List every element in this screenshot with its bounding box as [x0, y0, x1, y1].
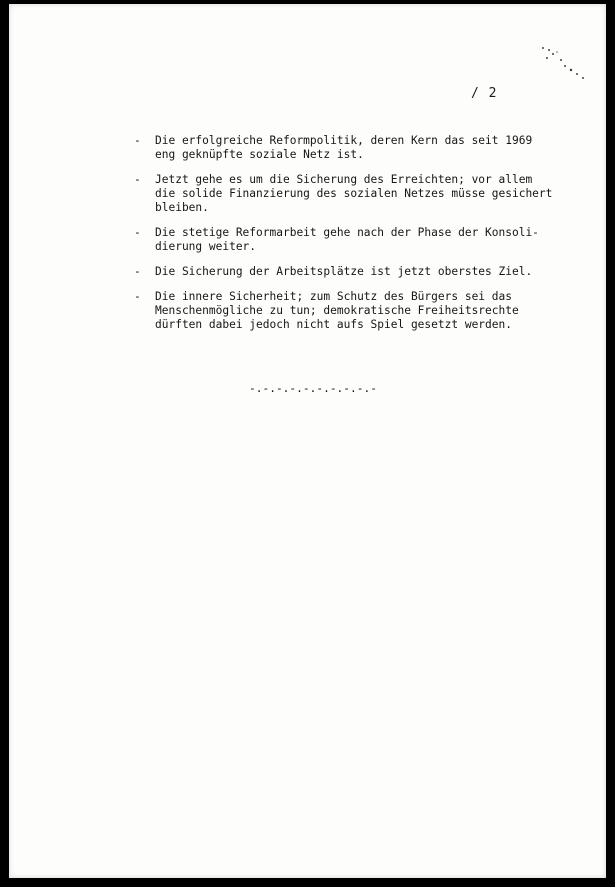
text-line: Die stetige Reformarbeit gehe nach der Phase der Konsoli-: [155, 226, 539, 239]
list-item: [134, 173, 584, 215]
bullet-dash: -: [134, 226, 141, 239]
text-line: dürften dabei jedoch nicht aufs Spiel gesetzt werden.: [155, 318, 512, 331]
bullet-dash: -: [134, 265, 141, 278]
text-line: Die innere Sicherheit; zum Schutz des Bürgers sei das: [155, 290, 512, 303]
document-page: [9, 4, 606, 878]
bullet-dash: -: [134, 290, 141, 303]
text-line: Menschenmögliche zu tun; demokratische Freiheitsrechte: [155, 304, 519, 317]
list-item: [134, 290, 584, 332]
text-line: dierung weiter.: [155, 240, 257, 253]
bullet-dash: -: [134, 134, 141, 147]
scan-noise-marks: [539, 44, 599, 84]
text-line: eng geknüpfte soziale Netz ist.: [155, 148, 364, 161]
page-number: / 2: [471, 86, 498, 101]
text-line: Die Sicherung der Arbeitsplätze ist jetzt oberstes Ziel.: [155, 265, 533, 278]
text-line: Jetzt gehe es um die Sicherung des Erreichten; vor allem: [155, 173, 533, 186]
bullet-list: [134, 134, 584, 343]
list-item: [134, 265, 584, 279]
end-separator: -.-.-.-.-.-.-.-.-.-: [249, 382, 377, 395]
list-item: [134, 134, 584, 162]
text-line: Die erfolgreiche Reformpolitik, deren Kern das seit 1969: [155, 134, 533, 147]
list-item: [134, 226, 584, 254]
bullet-dash: -: [134, 173, 141, 186]
text-line: die solide Finanzierung des sozialen Netzes müsse gesichert: [155, 187, 553, 200]
text-line: bleiben.: [155, 201, 209, 214]
